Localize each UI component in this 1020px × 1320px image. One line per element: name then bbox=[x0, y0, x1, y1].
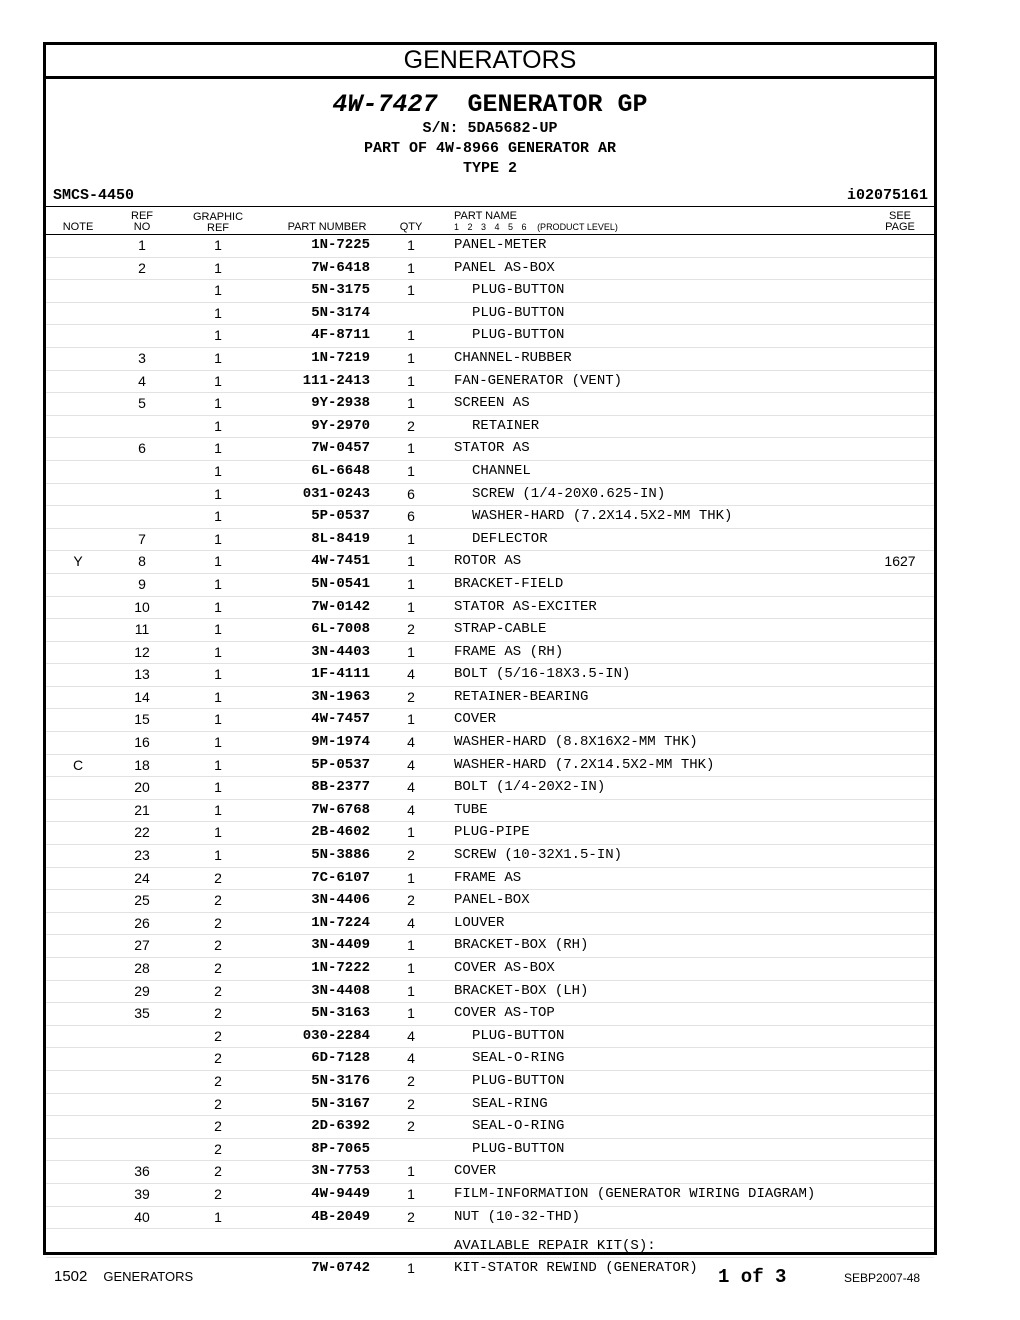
part-number-cell: 5P-0537 bbox=[311, 508, 370, 525]
part-name-cell: FRAME AS (RH) bbox=[454, 643, 564, 660]
part-number-cell: 3N-4409 bbox=[311, 937, 370, 954]
part-number-cell: 7W-6768 bbox=[311, 801, 370, 818]
part-name-cell: CHANNEL bbox=[472, 462, 531, 479]
ref-no-cell: 9 bbox=[138, 575, 146, 592]
part-number-cell: 9M-1974 bbox=[311, 734, 370, 751]
part-name-cell: PLUG-BUTTON bbox=[472, 327, 565, 344]
qty-cell: 4 bbox=[407, 801, 415, 818]
table-row bbox=[46, 347, 934, 370]
col-ref-top: REF bbox=[131, 210, 153, 222]
ref-no-cell: 22 bbox=[134, 824, 150, 841]
part-name-cell: SCREW (10-32X1.5-IN) bbox=[454, 847, 623, 864]
ref-no-cell: 29 bbox=[134, 982, 150, 999]
col-ref bbox=[120, 211, 164, 233]
graphic-ref-cell: 1 bbox=[214, 801, 222, 818]
qty-cell: 1 bbox=[407, 553, 415, 570]
graphic-ref-cell: 1 bbox=[214, 643, 222, 660]
ref-no-cell: 25 bbox=[134, 892, 150, 909]
part-name-cell: PLUG-BUTTON bbox=[472, 304, 565, 321]
part-name-cell: FAN-GENERATOR (VENT) bbox=[454, 372, 623, 389]
footer-left bbox=[54, 1268, 193, 1285]
ref-no-cell: 12 bbox=[134, 643, 150, 660]
part-name-cell: BRACKET-BOX (LH) bbox=[454, 982, 589, 999]
part-number-cell: 111-2413 bbox=[302, 372, 370, 389]
footer-section: GENERATORS bbox=[103, 1269, 194, 1284]
qty-cell: 1 bbox=[407, 372, 415, 389]
graphic-ref-cell: 1 bbox=[214, 1208, 222, 1225]
part-name-cell: SEAL-O-RING bbox=[472, 1118, 565, 1135]
part-name-cell: PANEL AS-BOX bbox=[454, 259, 555, 276]
table-row bbox=[46, 844, 934, 867]
ref-no-cell: 1 bbox=[138, 237, 146, 253]
ref-no-cell: 35 bbox=[134, 1005, 150, 1022]
graphic-ref-cell: 2 bbox=[214, 1140, 222, 1157]
ref-no-cell: 14 bbox=[134, 688, 150, 705]
table-row bbox=[46, 912, 934, 935]
qty-cell: 1 bbox=[407, 960, 415, 976]
part-name-cell: STATOR AS-EXCITER bbox=[454, 598, 597, 615]
col-note: NOTE bbox=[62, 221, 94, 233]
table-row bbox=[46, 1138, 934, 1161]
graphic-ref-cell: 1 bbox=[214, 824, 222, 841]
qty-cell: 2 bbox=[407, 847, 415, 864]
graphic-ref-cell: 2 bbox=[214, 1027, 222, 1044]
qty-cell: 4 bbox=[407, 779, 415, 796]
note-cell: Y bbox=[73, 553, 83, 570]
part-name-cell: PANEL-METER bbox=[454, 237, 547, 253]
ref-no-cell: 27 bbox=[134, 937, 150, 954]
see-page-cell: 1627 bbox=[884, 553, 916, 570]
part-name-cell: NUT (10-32-THD) bbox=[454, 1208, 581, 1225]
part-number-cell: 3N-1963 bbox=[311, 688, 370, 705]
graphic-ref-cell: 1 bbox=[214, 282, 222, 299]
part-name-cell: BRACKET-BOX (RH) bbox=[454, 937, 589, 954]
part-number-cell: 4W-7451 bbox=[311, 553, 370, 570]
table-row bbox=[46, 1115, 934, 1138]
graphic-ref-cell: 1 bbox=[214, 372, 222, 389]
graphic-ref-cell: 1 bbox=[214, 756, 222, 773]
col-graphic-top: GRAPHIC bbox=[192, 211, 244, 223]
smcs-code: SMCS-4450 bbox=[53, 187, 135, 204]
footer-doc-id: SEBP2007-48 bbox=[844, 1271, 921, 1285]
part-name-cell: SCREEN AS bbox=[454, 395, 530, 412]
part-name-cell: RETAINER-BEARING bbox=[454, 688, 589, 705]
table-row bbox=[46, 370, 934, 393]
table-row bbox=[46, 618, 934, 641]
qty-cell: 2 bbox=[407, 1208, 415, 1225]
qty-cell: 1 bbox=[407, 530, 415, 547]
qty-cell: 1 bbox=[407, 462, 415, 479]
table-row bbox=[46, 257, 934, 280]
part-number-cell: 7W-6418 bbox=[311, 259, 370, 276]
part-name-cell: PANEL-BOX bbox=[454, 892, 530, 909]
qty-cell: 1 bbox=[407, 349, 415, 366]
part-of-line: PART OF 4W-8966 GENERATOR AR bbox=[363, 140, 617, 157]
part-name-cell: STATOR AS bbox=[454, 440, 530, 457]
col-part-number: PART NUMBER bbox=[287, 221, 367, 233]
part-number-cell: 4W-9449 bbox=[311, 1185, 370, 1202]
level-numbers: 1 2 3 4 5 6 bbox=[454, 222, 527, 232]
qty-cell: 1 bbox=[407, 869, 415, 886]
qty-cell: 4 bbox=[407, 914, 415, 931]
graphic-ref-cell: 2 bbox=[214, 1050, 222, 1067]
ref-no-cell: 18 bbox=[134, 756, 150, 773]
part-number-cell: 3N-4408 bbox=[311, 982, 370, 999]
graphic-ref-cell: 1 bbox=[214, 508, 222, 525]
group-part-number: 4W-7427 bbox=[332, 90, 438, 119]
col-part-name bbox=[454, 211, 754, 233]
graphic-ref-cell: 2 bbox=[214, 960, 222, 976]
qty-cell: 2 bbox=[407, 1095, 415, 1112]
qty-cell: 1 bbox=[407, 1005, 415, 1022]
qty-cell: 2 bbox=[407, 1072, 415, 1089]
part-name-cell: PLUG-BUTTON bbox=[472, 1027, 565, 1044]
part-name-cell: BOLT (5/16-18X3.5-IN) bbox=[454, 666, 631, 683]
table-row bbox=[46, 663, 934, 686]
col-levels bbox=[454, 222, 754, 233]
graphic-ref-cell: 2 bbox=[214, 1005, 222, 1022]
table-row bbox=[46, 234, 934, 257]
ref-no-cell: 5 bbox=[138, 395, 146, 412]
graphic-ref-cell: 1 bbox=[214, 847, 222, 864]
part-number-cell: 7W-0742 bbox=[311, 1260, 370, 1277]
table-row bbox=[46, 754, 934, 777]
graphic-ref-cell: 2 bbox=[214, 1095, 222, 1112]
parts-table bbox=[46, 234, 934, 1280]
qty-cell: 2 bbox=[407, 1118, 415, 1135]
part-number-cell: 8B-2377 bbox=[311, 779, 370, 796]
part-number-cell: 6L-6648 bbox=[311, 462, 370, 479]
table-row bbox=[46, 686, 934, 709]
qty-cell: 1 bbox=[407, 937, 415, 954]
illustration-id: i02075161 bbox=[846, 187, 928, 204]
qty-cell: 1 bbox=[407, 282, 415, 299]
part-number-cell: 3N-4406 bbox=[311, 892, 370, 909]
table-row bbox=[46, 596, 934, 619]
part-name-cell: FILM-INFORMATION (GENERATOR WIRING DIAGRAM) bbox=[454, 1185, 816, 1202]
qty-cell: 1 bbox=[407, 259, 415, 276]
part-name-cell: PLUG-BUTTON bbox=[472, 1072, 565, 1089]
qty-cell: 4 bbox=[407, 756, 415, 773]
graphic-ref-cell: 1 bbox=[214, 688, 222, 705]
ref-no-cell: 24 bbox=[134, 869, 150, 886]
table-row bbox=[46, 483, 934, 506]
part-name-cell: RETAINER bbox=[472, 417, 540, 434]
col-graphic bbox=[182, 212, 254, 234]
qty-cell: 1 bbox=[407, 1163, 415, 1180]
part-number-cell: 5N-3886 bbox=[311, 847, 370, 864]
part-name-cell: FRAME AS bbox=[454, 869, 522, 886]
table-row bbox=[46, 550, 934, 573]
qty-cell: 1 bbox=[407, 395, 415, 412]
part-name-cell: SEAL-RING bbox=[472, 1095, 548, 1112]
part-name-cell: WASHER-HARD (7.2X14.5X2-MM THK) bbox=[472, 508, 733, 525]
table-row bbox=[46, 708, 934, 731]
ref-no-cell: 39 bbox=[134, 1185, 150, 1202]
part-number-cell: 9Y-2938 bbox=[311, 395, 370, 412]
graphic-ref-cell: 1 bbox=[214, 259, 222, 276]
part-number-cell: 4B-2049 bbox=[311, 1208, 370, 1225]
table-row bbox=[46, 889, 934, 912]
col-see-page bbox=[860, 211, 940, 233]
table-row bbox=[46, 1093, 934, 1116]
ref-no-cell: 3 bbox=[138, 349, 146, 366]
qty-cell: 1 bbox=[407, 440, 415, 457]
table-row bbox=[46, 505, 934, 528]
graphic-ref-cell: 1 bbox=[214, 575, 222, 592]
col-qty: QTY bbox=[399, 221, 423, 233]
part-number-cell: 5N-3174 bbox=[311, 304, 370, 321]
part-name-cell: TUBE bbox=[454, 801, 488, 818]
part-number-cell: 2D-6392 bbox=[311, 1118, 370, 1135]
part-number-cell: 1N-7219 bbox=[311, 349, 370, 366]
table-row bbox=[46, 324, 934, 347]
type-line: TYPE 2 bbox=[462, 160, 517, 177]
part-name-cell: CHANNEL-RUBBER bbox=[454, 349, 572, 366]
table-row bbox=[46, 1070, 934, 1093]
part-number-cell: 1N-7222 bbox=[311, 960, 370, 976]
table-row bbox=[46, 776, 934, 799]
table-row bbox=[46, 934, 934, 957]
col-see-bottom: PAGE bbox=[885, 221, 915, 233]
graphic-ref-cell: 1 bbox=[214, 734, 222, 751]
part-number-cell: 2B-4602 bbox=[311, 824, 370, 841]
qty-cell: 2 bbox=[407, 621, 415, 638]
graphic-ref-cell: 1 bbox=[214, 462, 222, 479]
ref-no-cell: 8 bbox=[138, 553, 146, 570]
graphic-ref-cell: 1 bbox=[214, 621, 222, 638]
serial-range: S/N: 5DA5682-UP bbox=[422, 120, 558, 137]
part-number-cell: 6D-7128 bbox=[311, 1050, 370, 1067]
part-number-cell: 1N-7224 bbox=[311, 914, 370, 931]
part-number-cell: 5N-3176 bbox=[311, 1072, 370, 1089]
graphic-ref-cell: 1 bbox=[214, 598, 222, 615]
part-name-cell: SEAL-O-RING bbox=[472, 1050, 565, 1067]
table-row bbox=[46, 1183, 934, 1206]
qty-cell: 1 bbox=[407, 575, 415, 592]
qty-cell: 1 bbox=[407, 1185, 415, 1202]
qty-cell: 1 bbox=[407, 598, 415, 615]
ref-no-cell: 28 bbox=[134, 960, 150, 976]
product-level-label: (PRODUCT LEVEL) bbox=[537, 222, 618, 232]
part-name-cell: BRACKET-FIELD bbox=[454, 575, 564, 592]
table-row bbox=[46, 1047, 934, 1070]
part-name-cell: WASHER-HARD (8.8X16X2-MM THK) bbox=[454, 734, 698, 751]
part-name-cell: PLUG-PIPE bbox=[454, 824, 530, 841]
part-number-cell: 5N-3175 bbox=[311, 282, 370, 299]
part-number-cell: 8P-7065 bbox=[311, 1140, 370, 1157]
ref-no-cell: 10 bbox=[134, 598, 150, 615]
table-row bbox=[46, 821, 934, 844]
part-name-cell: COVER bbox=[454, 711, 497, 728]
footer-page-number: 1502 bbox=[54, 1268, 88, 1285]
part-number-cell: 6L-7008 bbox=[311, 621, 370, 638]
graphic-ref-cell: 2 bbox=[214, 914, 222, 931]
graphic-ref-cell: 2 bbox=[214, 1185, 222, 1202]
graphic-ref-cell: 1 bbox=[214, 304, 222, 321]
part-number-cell: 1F-4111 bbox=[311, 666, 370, 683]
part-name-cell: WASHER-HARD (7.2X14.5X2-MM THK) bbox=[454, 756, 715, 773]
part-number-cell: 031-0243 bbox=[302, 485, 370, 502]
table-row bbox=[46, 867, 934, 890]
graphic-ref-cell: 1 bbox=[214, 440, 222, 457]
ref-no-cell: 15 bbox=[134, 711, 150, 728]
table-row bbox=[46, 1160, 934, 1183]
ref-no-cell: 13 bbox=[134, 666, 150, 683]
ref-no-cell: 40 bbox=[134, 1208, 150, 1225]
qty-cell: 2 bbox=[407, 688, 415, 705]
ref-no-cell: 4 bbox=[138, 372, 146, 389]
section-title: GENERATORS bbox=[46, 45, 934, 79]
qty-cell: 4 bbox=[407, 734, 415, 751]
part-name-cell: DEFLECTOR bbox=[472, 530, 548, 547]
qty-cell: 1 bbox=[407, 237, 415, 253]
table-row bbox=[46, 528, 934, 551]
part-name-cell: KIT-STATOR REWIND (GENERATOR) bbox=[454, 1260, 698, 1277]
col-part-name-label: PART NAME bbox=[454, 210, 517, 222]
graphic-ref-cell: 2 bbox=[214, 869, 222, 886]
graphic-ref-cell: 2 bbox=[214, 1072, 222, 1089]
qty-cell: 1 bbox=[407, 982, 415, 999]
graphic-ref-cell: 1 bbox=[214, 553, 222, 570]
graphic-ref-cell: 1 bbox=[214, 779, 222, 796]
part-number-cell: 4F-8711 bbox=[311, 327, 370, 344]
graphic-ref-cell: 1 bbox=[214, 327, 222, 344]
group-title bbox=[46, 91, 934, 119]
qty-cell: 4 bbox=[407, 1027, 415, 1044]
part-name-cell: AVAILABLE REPAIR KIT(S): bbox=[454, 1238, 656, 1255]
graphic-ref-cell: 1 bbox=[214, 485, 222, 502]
ref-no-cell: 26 bbox=[134, 914, 150, 931]
table-row bbox=[46, 799, 934, 822]
footer-sheet: 1 of 3 bbox=[718, 1266, 787, 1288]
graphic-ref-cell: 2 bbox=[214, 982, 222, 999]
qty-cell: 1 bbox=[407, 643, 415, 660]
part-number-cell: 5N-3163 bbox=[311, 1005, 370, 1022]
qty-cell: 1 bbox=[407, 1260, 415, 1277]
graphic-ref-cell: 1 bbox=[214, 711, 222, 728]
part-number-cell: 3N-7753 bbox=[311, 1163, 370, 1180]
part-number-cell: 5N-0541 bbox=[311, 575, 370, 592]
table-row bbox=[46, 279, 934, 302]
part-name-cell: STRAP-CABLE bbox=[454, 621, 547, 638]
graphic-ref-cell: 1 bbox=[214, 395, 222, 412]
part-number-cell: 9Y-2970 bbox=[311, 417, 370, 434]
graphic-ref-cell: 1 bbox=[214, 417, 222, 434]
table-row bbox=[46, 1228, 934, 1257]
ref-no-cell: 21 bbox=[134, 801, 150, 818]
table-row bbox=[46, 437, 934, 460]
table-row bbox=[46, 641, 934, 664]
graphic-ref-cell: 1 bbox=[214, 349, 222, 366]
part-number-cell: 5P-0537 bbox=[311, 756, 370, 773]
ref-no-cell: 6 bbox=[138, 440, 146, 457]
ref-no-cell: 16 bbox=[134, 734, 150, 751]
table-row bbox=[46, 392, 934, 415]
table-row bbox=[46, 1002, 934, 1025]
part-number-cell: 7W-0457 bbox=[311, 440, 370, 457]
part-name-cell: COVER AS-BOX bbox=[454, 960, 555, 976]
ref-no-cell: 7 bbox=[138, 530, 146, 547]
table-row bbox=[46, 1206, 934, 1229]
ref-no-cell: 20 bbox=[134, 779, 150, 796]
qty-cell: 1 bbox=[407, 327, 415, 344]
graphic-ref-cell: 2 bbox=[214, 892, 222, 909]
part-name-cell: ROTOR AS bbox=[454, 553, 522, 570]
table-row bbox=[46, 302, 934, 325]
table-row bbox=[46, 573, 934, 596]
part-number-cell: 1N-7225 bbox=[311, 237, 370, 253]
part-number-cell: 7W-0142 bbox=[311, 598, 370, 615]
part-name-cell: PLUG-BUTTON bbox=[472, 282, 565, 299]
note-cell: C bbox=[72, 756, 84, 773]
graphic-ref-cell: 2 bbox=[214, 1163, 222, 1180]
qty-cell: 2 bbox=[407, 417, 415, 434]
part-name-cell: COVER AS-TOP bbox=[454, 1005, 555, 1022]
qty-cell: 1 bbox=[407, 824, 415, 841]
graphic-ref-cell: 2 bbox=[214, 937, 222, 954]
col-see-top: SEE bbox=[888, 210, 911, 222]
qty-cell: 6 bbox=[407, 508, 415, 525]
graphic-ref-cell: 1 bbox=[214, 666, 222, 683]
qty-cell: 4 bbox=[407, 1050, 415, 1067]
part-number-cell: 8L-8419 bbox=[311, 530, 370, 547]
graphic-ref-cell: 2 bbox=[214, 1118, 222, 1135]
table-row bbox=[46, 415, 934, 438]
table-row bbox=[46, 1025, 934, 1048]
ref-no-cell: 23 bbox=[134, 847, 150, 864]
header-divider bbox=[46, 206, 934, 207]
graphic-ref-cell: 1 bbox=[214, 237, 222, 253]
ref-no-cell: 2 bbox=[138, 259, 146, 276]
table-row bbox=[46, 957, 934, 980]
part-number-cell: 7C-6107 bbox=[311, 869, 370, 886]
part-name-cell: SCREW (1/4-20X0.625-IN) bbox=[472, 485, 666, 502]
qty-cell: 4 bbox=[407, 666, 415, 683]
col-graphic-bottom: REF bbox=[207, 222, 229, 234]
group-heading bbox=[46, 91, 934, 179]
graphic-ref-cell: 1 bbox=[214, 530, 222, 547]
ref-no-cell: 11 bbox=[134, 621, 150, 638]
ref-no-cell: 36 bbox=[134, 1163, 150, 1180]
col-ref-bottom: NO bbox=[133, 221, 151, 233]
table-row bbox=[46, 980, 934, 1003]
qty-cell: 6 bbox=[407, 485, 415, 502]
table-row bbox=[46, 731, 934, 754]
table-row bbox=[46, 460, 934, 483]
part-number-cell: 5N-3167 bbox=[311, 1095, 370, 1112]
qty-cell: 2 bbox=[407, 892, 415, 909]
part-name-cell: LOUVER bbox=[454, 914, 505, 931]
part-number-cell: 3N-4403 bbox=[311, 643, 370, 660]
part-name-cell: BOLT (1/4-20X2-IN) bbox=[454, 779, 606, 796]
qty-cell: 1 bbox=[407, 711, 415, 728]
part-name-cell: PLUG-BUTTON bbox=[472, 1140, 565, 1157]
part-name-cell: COVER bbox=[454, 1163, 497, 1180]
part-number-cell: 030-2284 bbox=[302, 1027, 370, 1044]
group-name: GENERATOR GP bbox=[467, 90, 648, 119]
part-number-cell: 4W-7457 bbox=[311, 711, 370, 728]
